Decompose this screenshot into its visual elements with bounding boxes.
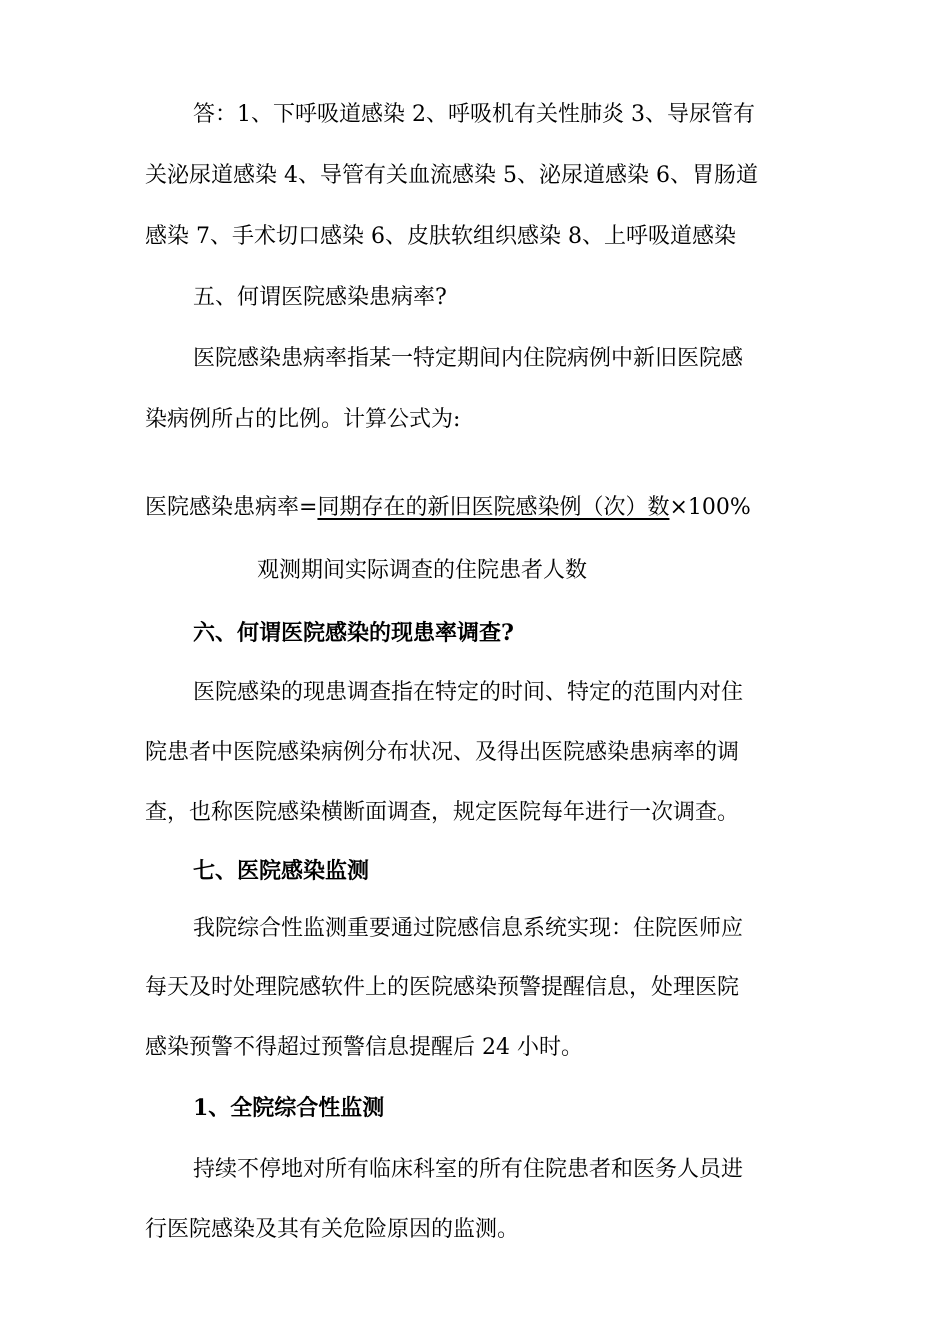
- formula-numerator: 同期存在的新旧医院感染例（次）数: [317, 495, 670, 520]
- s1-line-2: 行医院感染及其有关危险原因的监测。: [145, 1217, 520, 1242]
- q5-line-2: 染病例所占的比例。计算公式为:: [145, 407, 461, 432]
- q5-line-1: 医院感染患病率指某一特定期间内住院病例中新旧医院感: [193, 346, 744, 371]
- s7-line-1: 我院综合性监测重要通过院感信息系统实现：住院医师应: [193, 916, 744, 941]
- q6-line-3: 查，也称医院感染横断面调查，规定医院每年进行一次调查。: [145, 800, 740, 825]
- s7-line-2: 每天及时处理院感软件上的医院感染预警提醒信息，处理医院: [145, 975, 740, 1000]
- q6-line-1: 医院感染的现患调查指在特定的时间、特定的范围内对住: [193, 680, 744, 705]
- answer-line-3: 感染 7、手术切口感染 6、皮肤软组织感染 8、上呼吸道感染: [145, 224, 736, 249]
- formula-right: ×100%: [669, 495, 751, 520]
- formula-left: 医院感染患病率=: [145, 495, 318, 520]
- answer-line-1: 答：1、下呼吸道感染 2、呼吸机有关性肺炎 3、导尿管有: [193, 102, 755, 127]
- formula-line: [145, 493, 825, 523]
- q5-heading: 五、何谓医院感染患病率?: [193, 285, 447, 310]
- s1-line-1: 持续不停地对所有临床科室的所有住院患者和医务人员进: [193, 1157, 744, 1182]
- q6-heading: 六、何谓医院感染的现患率调查?: [193, 620, 514, 646]
- answer-line-2: 关泌尿道感染 4、导管有关血流感染 5、泌尿道感染 6、胃肠道: [145, 163, 758, 188]
- s7-line-3: 感染预警不得超过预警信息提醒后 24 小时。: [145, 1035, 583, 1060]
- s7-heading: 七、医院感染监测: [193, 858, 370, 884]
- formula-denominator: 观测期间实际调查的住院患者人数: [257, 558, 588, 583]
- s1-heading: 1、全院综合性监测: [193, 1095, 385, 1121]
- q6-line-2: 院患者中医院感染病例分布状况、及得出医院感染患病率的调: [145, 740, 740, 765]
